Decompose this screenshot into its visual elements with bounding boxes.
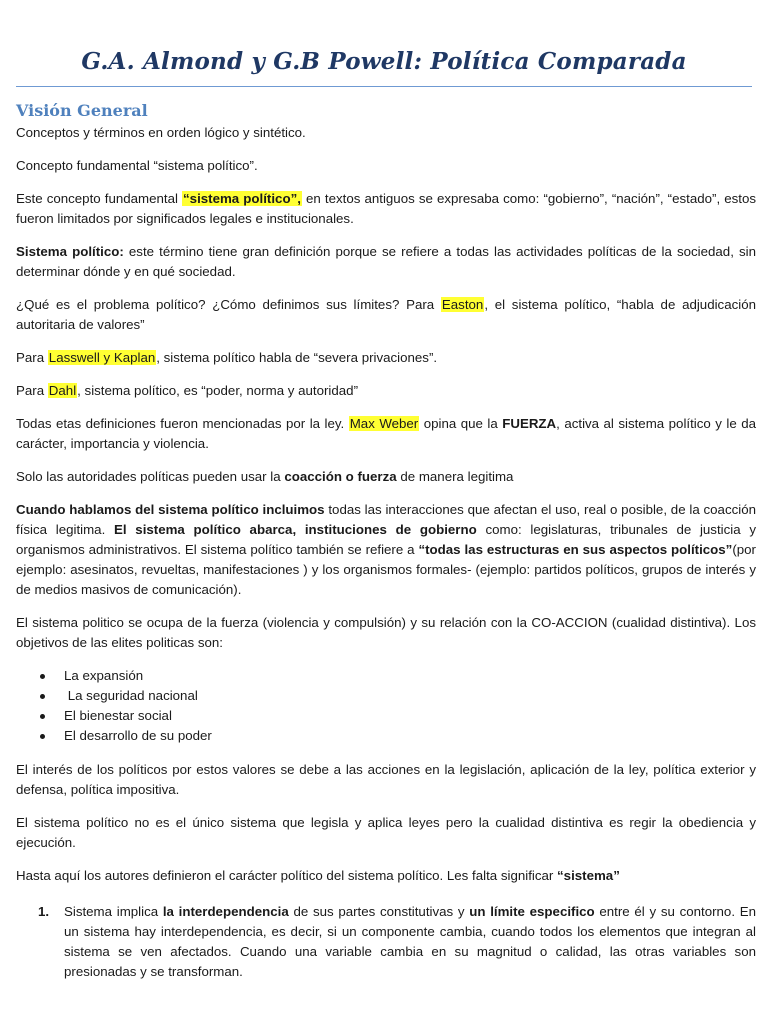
paragraph-8 [16,414,756,454]
list-item-text: El bienestar social [64,708,172,723]
list-item-text: La seguridad nacional [64,688,198,703]
bold-term: El sistema político abarca, instituciones de gobierno [114,522,477,537]
text: este término tiene gran definición porque se refiere a todas las actividades políticas de la sociedad, sin determinar dónde y en qué sociedad. [16,244,756,279]
list-item [16,726,756,746]
list-item-text: La expansión [64,668,144,683]
paragraph-3 [16,189,756,229]
text: Todas etas definiciones fueron mencionadas por la ley. [16,416,349,431]
bold-term: “sistema” [557,868,620,883]
document-body [16,99,756,982]
text: Para [16,383,48,398]
paragraph-12: El interés de los políticos por estos valores se debe a las acciones en la legislación, aplicación de la ley, política exterior y defensa, política impositiva. [16,762,756,797]
text: opina que la [419,416,503,431]
bullet-icon [40,674,45,679]
bold-term: coacción o fuerza [284,469,397,484]
text: de manera legitima [396,469,514,484]
text: , el sistema político, “habla de adjudicación autoritaria de valores” [16,297,756,332]
paragraph-1: Conceptos y términos en orden lógico y sintético. [16,125,306,140]
text: Para [16,350,48,365]
text: Solo las autoridades políticas pueden usar la [16,469,285,484]
paragraph-14 [16,866,756,886]
text: (por ejemplo: asesinatos, revueltas, manifestaciones ) y los organismos formales- (ejemplo: partidos políticos, grupos de interés y de medios masivos de comunicación). [16,542,756,597]
paragraph-7 [16,381,756,401]
text: entre él y su contorno. En un sistema hay interdependencia, es decir, si un componente cambia, cuando todos los elementos que integran al sistema se ven afectados. Cuando una variable cambia en su magnitud o calidad, las otras variables son presionadas y se transforman. [64,904,756,979]
objectives-list [16,666,756,746]
bullet-icon [40,734,45,739]
paragraph-13: El sistema político no es el único sistema que legisla y aplica leyes pero la cualidad distintiva es regir la obediencia y ejecución. [16,815,756,850]
paragraph-2: Concepto fundamental “sistema político”. [16,158,258,173]
highlight: “sistema político”, [183,191,301,206]
bullet-icon [40,694,45,699]
text: Este concepto fundamental [16,191,183,206]
text: todas las interacciones que afectan el uso, real o posible, de la coacción física legitima. [16,502,756,537]
highlight: Lasswell y Kaplan [48,350,156,365]
item-number: 1. [38,904,50,919]
text: , sistema político habla de “severa privaciones”. [156,350,438,365]
text: en textos antiguos se expresaba como: “gobierno”, “nación”, “estado”, estos fueron limitados por significados legales e institucionales. [16,191,757,226]
highlight: Dahl [48,383,77,398]
paragraph-10 [16,500,756,600]
paragraph-4 [16,242,756,282]
highlight: Easton [441,297,484,312]
bold-term: Sistema político: [16,244,124,259]
bullet-icon [40,714,45,719]
document-title: G.A. Almond y G.B Powell: Política Comparada [81,48,687,75]
list-item [16,686,756,706]
bold-term: Cuando hablamos del sistema político incluimos [16,502,325,517]
paragraph-6 [16,348,756,368]
text: , sistema político, es “poder, norma y autoridad” [77,383,359,398]
list-item-text: El desarrollo de su poder [64,728,212,743]
text: , activa al sistema político y le da carácter, importancia y violencia. [16,416,756,451]
highlight: Max Weber [349,416,419,431]
text: de sus partes constitutivas y [288,904,470,919]
text: Hasta aquí los autores definieron el carácter político del sistema político. Les falta significar [16,868,558,883]
text: ¿Qué es el problema político? ¿Cómo definimos sus límites? Para [16,297,441,312]
list-item [16,666,756,686]
bold-term: la interdependencia [162,904,289,919]
bold-term: un límite especifico [469,904,595,919]
paragraph-5 [16,295,756,335]
bold-term: “todas las estructuras en sus aspectos políticos” [418,542,733,557]
paragraph-9 [16,467,756,487]
paragraph-11: El sistema politico se ocupa de la fuerza (violencia y compulsión) y su relación con la CO-ACCION (cualidad distintiva). Los objetivos de las elites politicas son: [16,615,756,650]
text: como: legislaturas, tribunales de justicia y organismos administrativos. El sistema político también se refiere a [16,522,756,557]
list-item [16,706,756,726]
text: Sistema implica [64,904,163,919]
numbered-item [16,902,756,982]
section-heading: Visión General [16,101,148,120]
title-block [16,46,752,87]
numbered-list [16,902,756,982]
bold-term: FUERZA [502,416,557,431]
